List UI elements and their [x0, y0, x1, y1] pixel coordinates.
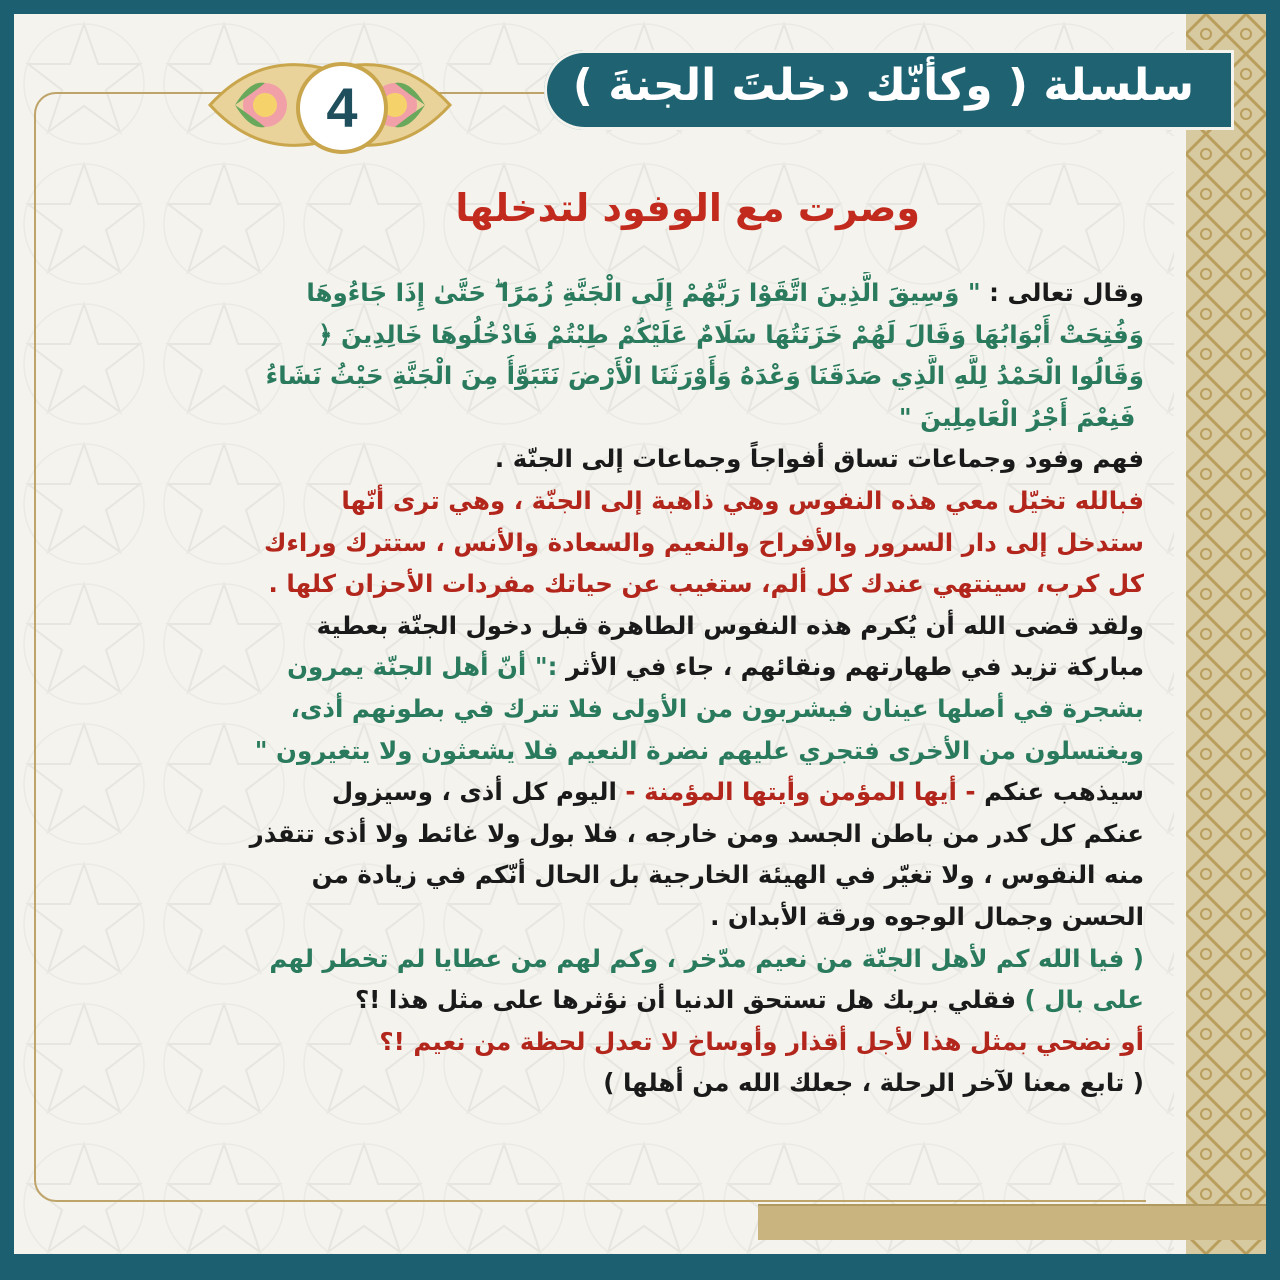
text-line: كل كرب، سينتهي عندك كل ألم، ستغيب عن حياتك مفردات الأحزان كلها . — [268, 569, 1144, 599]
text-line: أو نضحي بمثل هذا لأجل أقذار وأوساخ لا تعدل لحظة من نعيم !؟ — [379, 1026, 1144, 1056]
text-line: الحسن وجمال الوجوه ورقة الأبدان . — [710, 901, 1144, 931]
text-line: ( تابع معنا لآخر الرحلة ، جعلك الله من أهلها ) — [603, 1068, 1144, 1098]
text-line: فهم وفود وجماعات تساق أفواجاً وجماعات إلى الجنّة . — [494, 444, 1144, 474]
series-title: سلسلة ( وكأنّك دخلتَ الجنةَ ) — [572, 60, 1194, 111]
decorative-gold-strip — [1186, 14, 1266, 1254]
text-line: مباركة تزيد في طهارتهم ونقائهم ، جاء في الأثر :" أنّ أهل الجنّة يمرون — [287, 652, 1144, 682]
episode-number: 4 — [296, 62, 388, 154]
series-title-bar — [544, 50, 1234, 130]
text-line: ويغتسلون من الأخرى فتجري عليهم نضرة النعيم فلا يشعثون ولا يتغيرون " — [254, 735, 1144, 765]
article-body — [70, 272, 1144, 1104]
decorative-gold-bar — [758, 1204, 1266, 1240]
text-line: ولقد قضى الله أن يُكرم هذه النفوس الطاهرة قبل دخول الجنّة بعطية — [316, 610, 1144, 640]
text-line: ۖ فَنِعْمَ أَجْرُ الْعَامِلِينَ " — [898, 402, 1144, 432]
text-line: وَفُتِحَتْ أَبْوَابُهَا وَقَالَ لَهُمْ خَزَنَتُهَا سَلَامٌ عَلَيْكُمْ طِبْتُمْ فَادْخُلُوهَا خَالِدِينَ ﴿ — [318, 319, 1144, 349]
text-line: بشجرة في أصلها عينان فيشربون من الأولى فلا تترك في بطونهم أذى، — [290, 693, 1144, 723]
text-line: منه النفوس ، ولا تغيّر في الهيئة الخارجية بل الحال أنّكم في زيادة من — [311, 860, 1144, 890]
text-line: ستدخل إلى دار السرور والأفراح والنعيم والسعادة والأنس ، ستترك وراءك — [263, 527, 1144, 557]
text-line: على بال ) فقلي بربك هل تستحق الدنيا أن نؤثرها على مثل هذا !؟ — [354, 985, 1144, 1015]
text-line: وقال تعالى : " وَسِيقَ الَّذِينَ اتَّقَوْا رَبَّهُمْ إِلَى الْجَنَّةِ زُمَرًا ۖ حَتَّىٰ إِذَا جَاءُوهَا — [306, 278, 1144, 307]
text-line: فبالله تخيّل معي هذه النفوس وهي ذاهبة إلى الجنّة ، وهي ترى أنّها — [341, 485, 1144, 515]
text-line: عنكم كل كدر من باطن الجسد ومن خارجه ، فلا بول ولا غائط ولا أذى تتقذر — [249, 818, 1144, 848]
subtitle: وصرت مع الوفود لتدخلها — [455, 186, 920, 230]
text-line: وَقَالُوا الْحَمْدُ لِلَّهِ الَّذِي صَدَقَنَا وَعْدَهُ وَأَوْرَثَنَا الْأَرْضَ نَتَبَوَّأُ مِنَ الْجَنَّةِ حَيْثُ نَشَاءُ — [265, 361, 1144, 391]
text-line: ( فيا الله كم لأهل الجنّة من نعيم مدّخر ، وكم لهم من عطايا لم تخطر لهم — [269, 943, 1144, 973]
text-line: سيذهب عنكم - أيها المؤمن وأيتها المؤمنة - اليوم كل أذى ، وسيزول — [331, 777, 1144, 807]
